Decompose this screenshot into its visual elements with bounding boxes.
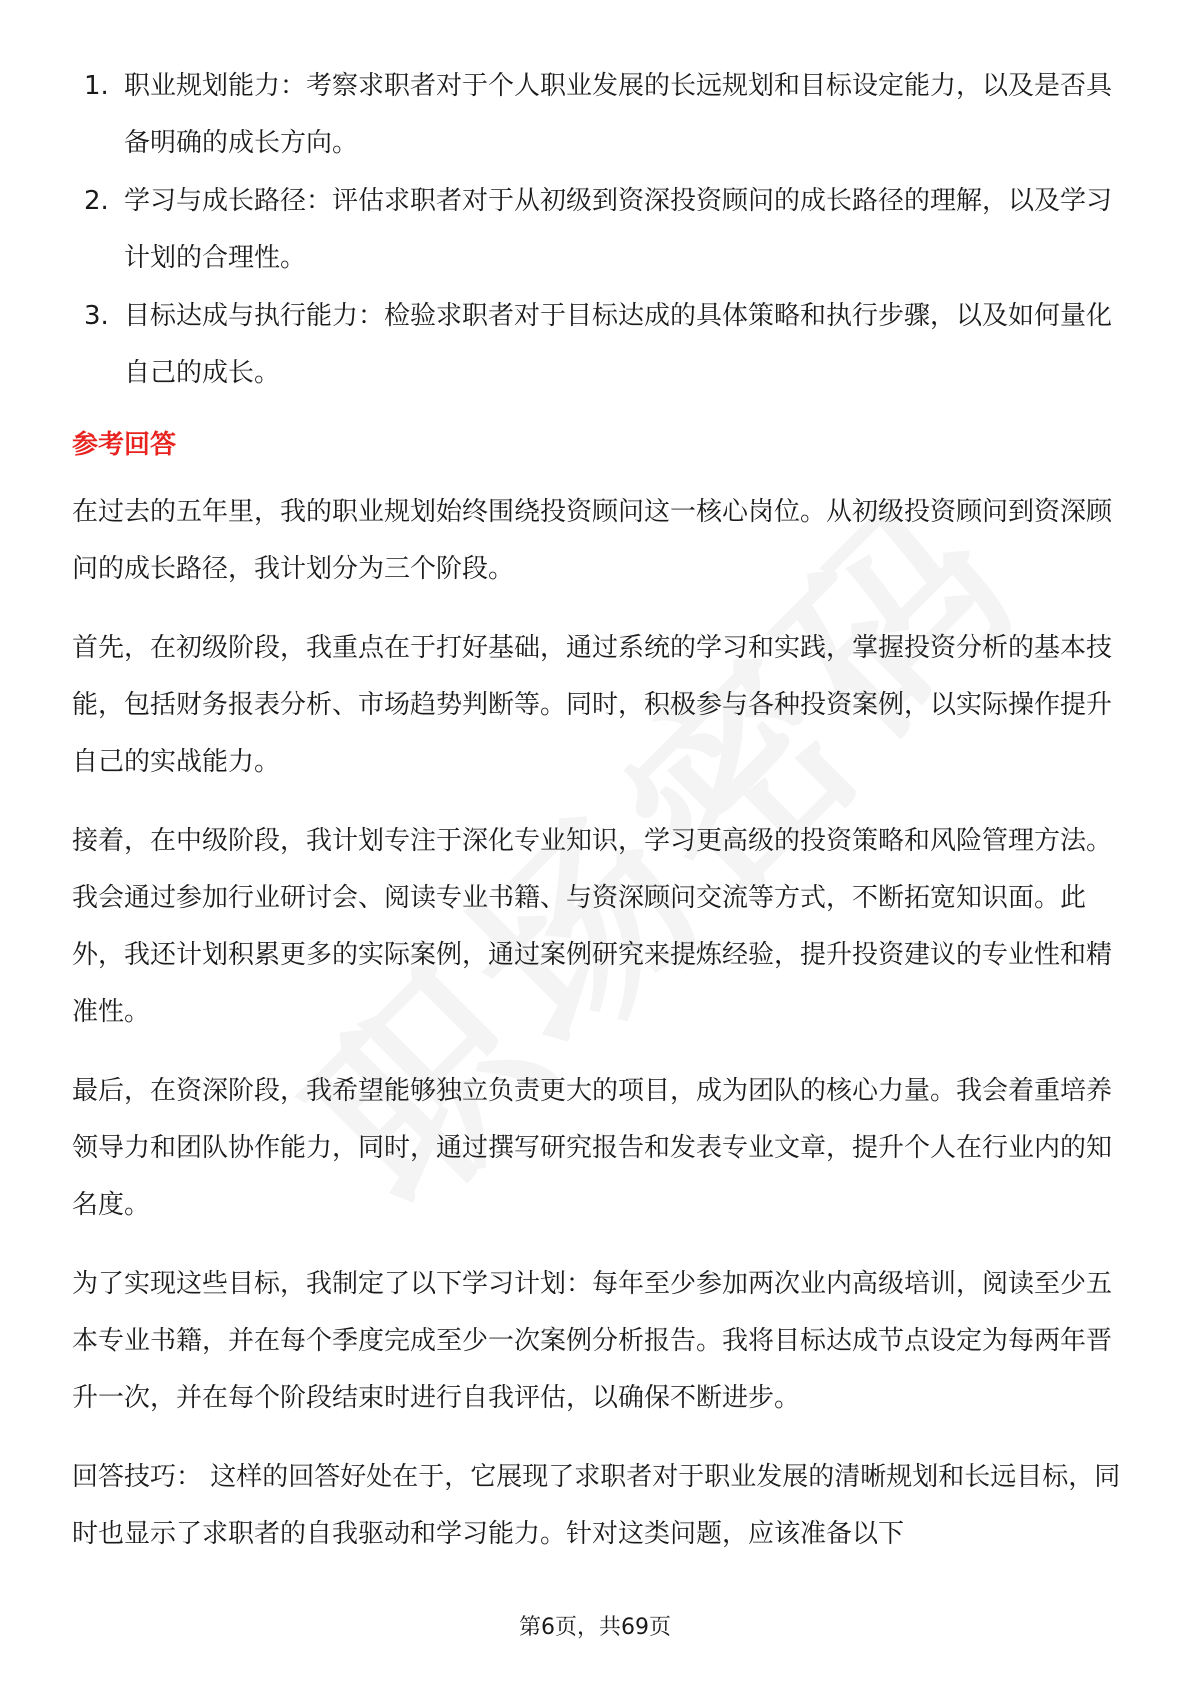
paragraph: 接着，在中级阶段，我计划专注于深化专业知识，学习更高级的投资策略和风险管理方法。我会通过参加行业研讨会、阅读专业书籍、与资深顾问交流等方式，不断拓宽知识面。此外，我还计划积累更多的实际案例，通过案例研究来提炼经验，提升投资建议的专业性和精准性。 [72, 826, 1113, 1027]
page-footer: 第6页，共69页 [519, 1615, 671, 1640]
list-item [72, 58, 1122, 172]
list-item [72, 288, 1122, 402]
list-item-number: 1. [84, 71, 109, 101]
paragraph: 为了实现这些目标，我制定了以下学习计划：每年至少参加两次业内高级培训，阅读至少五本专业书籍，并在每个季度完成至少一次案例分析报告。我将目标达成节点设定为每两年晋升一次，并在每个阶段结束时进行自我评估，以确保不断进步。 [72, 1269, 1113, 1413]
paragraph: 在过去的五年里，我的职业规划始终围绕投资顾问这一核心岗位。从初级投资顾问到资深顾问的成长路径，我计划分为三个阶段。 [72, 497, 1113, 584]
list-item-text: 职业规划能力：考察求职者对于个人职业发展的长远规划和目标设定能力，以及是否具备明确的成长方向。 [124, 71, 1113, 158]
criteria-list [72, 58, 1122, 402]
paragraph: 首先，在初级阶段，我重点在于打好基础，通过系统的学习和实践，掌握投资分析的基本技能，包括财务报表分析、市场趋势判断等。同时，积极参与各种投资案例，以实际操作提升自己的实战能力。 [72, 633, 1113, 777]
list-item [72, 173, 1122, 287]
list-item-text: 学习与成长路径：评估求职者对于从初级到资深投资顾问的成长路径的理解，以及学习计划的合理性。 [124, 186, 1113, 273]
section-title: 参考回答 [72, 430, 177, 460]
paragraph: 最后，在资深阶段，我希望能够独立负责更大的项目，成为团队的核心力量。我会着重培养领导力和团队协作能力，同时，通过撰写研究报告和发表专业文章，提升个人在行业内的知名度。 [72, 1076, 1113, 1220]
list-item-number: 3. [84, 301, 109, 331]
list-item-text: 目标达成与执行能力：检验求职者对于目标达成的具体策略和执行步骤，以及如何量化自己的成长。 [124, 301, 1113, 388]
paragraph: 回答技巧： 这样的回答好处在于，它展现了求职者对于职业发展的清晰规划和长远目标，同时也显示了求职者的自我驱动和学习能力。针对这类问题，应该准备以下 [72, 1462, 1121, 1549]
list-item-number: 2. [84, 186, 109, 216]
page-content [72, 58, 1122, 1585]
